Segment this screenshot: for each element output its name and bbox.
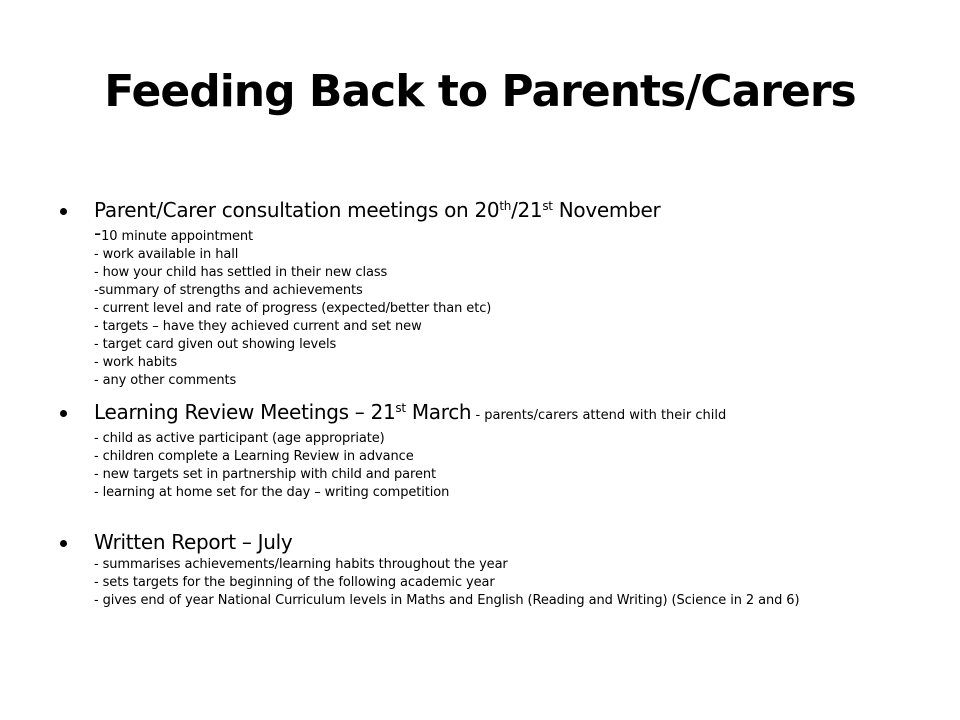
sub-item: -summary of strengths and achievements <box>94 283 363 298</box>
sub-item: - any other comments <box>94 373 237 388</box>
sub-item: - targets – have they achieved current and set new <box>94 319 422 334</box>
sub-item: - new targets set in partnership with child and parent <box>94 467 437 482</box>
bullet-heading <box>94 196 886 224</box>
bullet-heading: Written Report – July <box>94 530 293 554</box>
sub-item: - current level and rate of progress (expected/better than etc) <box>94 301 492 316</box>
bullet-list <box>56 196 886 610</box>
bullet-written-report <box>56 528 886 610</box>
bullet-consultation-meetings <box>56 196 886 390</box>
sub-item: - gives end of year National Curriculum levels in Maths and English (Reading and Writing) (Science in 2 and 6) <box>94 593 800 608</box>
heading-text: March <box>405 400 472 424</box>
heading-text: /21 <box>511 198 543 222</box>
heading-text: Parent/Carer consultation meetings on 20 <box>94 198 500 222</box>
sub-item-text: 10 minute appointment <box>101 229 254 244</box>
inline-note: - parents/carers attend with their child <box>471 408 727 423</box>
sub-item: - target card given out showing levels <box>94 337 337 352</box>
bullet-dot-icon <box>60 410 67 417</box>
dash: - <box>94 221 102 245</box>
sub-item: - children complete a Learning Review in advance <box>94 449 414 464</box>
sub-item: - work habits <box>94 355 178 370</box>
sub-items <box>94 430 886 502</box>
sub-items <box>94 221 886 390</box>
superscript: th <box>499 199 512 213</box>
slide-title: Feeding Back to Parents/Carers <box>104 66 856 117</box>
bullet-dot-icon <box>60 208 67 215</box>
sub-item: - sets targets for the beginning of the following academic year <box>94 575 495 590</box>
sub-item: - how your child has settled in their new class <box>94 265 388 280</box>
bullet-dot-icon <box>60 540 67 547</box>
superscript: st <box>395 401 406 415</box>
bullet-heading <box>94 398 886 430</box>
sub-item: - learning at home set for the day – writing competition <box>94 485 450 500</box>
heading-text: November <box>552 198 661 222</box>
sub-item: - child as active participant (age appropriate) <box>94 431 385 446</box>
sub-item: - work available in hall <box>94 247 239 262</box>
heading-text: Learning Review Meetings – 21 <box>94 400 396 424</box>
sub-item: - summarises achievements/learning habits throughout the year <box>94 557 508 572</box>
sub-items <box>94 556 886 610</box>
bullet-learning-review <box>56 398 886 502</box>
superscript: st <box>542 199 553 213</box>
sub-item <box>94 221 886 246</box>
